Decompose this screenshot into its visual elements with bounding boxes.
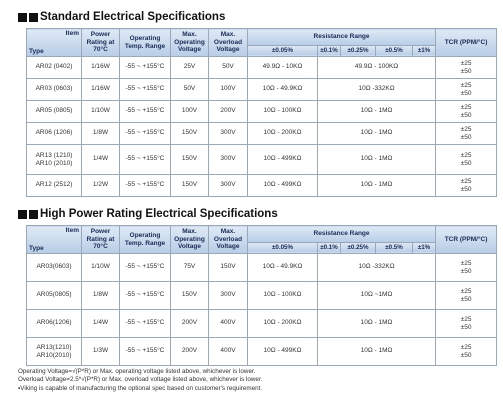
cell-tcr: ±25 ±50 — [436, 282, 497, 310]
header-tol-01: ±0.1% — [318, 45, 341, 56]
cell-power: 1/10W — [82, 101, 120, 123]
table-row — [27, 57, 497, 79]
standard-spec-table — [26, 28, 497, 197]
header-tcr: TCR (PPM/°C) — [436, 226, 497, 254]
square-bullet-icon — [18, 13, 27, 22]
table-row — [27, 123, 497, 145]
cell-res-005: 10Ω - 49.9KΩ — [248, 254, 318, 282]
cell-temp: -55 ~ +155°C — [120, 254, 171, 282]
header-power-rating: Power Rating at 70°C — [82, 226, 120, 254]
header-tol-005: ±0.05% — [248, 242, 318, 253]
header-max-overload: Max. Overload Voltage — [209, 226, 248, 254]
cell-type: AR13(1210) AR10(2010) — [27, 338, 82, 366]
cell-res-005: 10Ω - 200KΩ — [248, 310, 318, 338]
cell-res-other: 10Ω - 1MΩ — [318, 310, 436, 338]
cell-power: 1/16W — [82, 79, 120, 101]
cell-tcr: ±25 ±50 — [436, 254, 497, 282]
cell-type: AR13 (1210) AR10 (2010) — [27, 145, 82, 175]
cell-type: AR03 (0603) — [27, 79, 82, 101]
cell-temp: -55 ~ +155°C — [120, 145, 171, 175]
table-row — [27, 254, 497, 282]
cell-temp: -55 ~ +155°C — [120, 282, 171, 310]
cell-res-005: 49.9Ω - 10KΩ — [248, 57, 318, 79]
cell-max-op: 25V — [171, 57, 209, 79]
cell-res-005: 10Ω - 49.9KΩ — [248, 79, 318, 101]
cell-max-op: 200V — [171, 338, 209, 366]
cell-type: AR06 (1206) — [27, 123, 82, 145]
square-bullet-icon — [29, 13, 38, 22]
footnotes — [18, 368, 262, 393]
header-item-type: Item Type — [27, 226, 82, 254]
footnote-optional-spec: ▪Viking is capable of manufacturing the optional spec based on customer's requirement. — [18, 384, 263, 392]
cell-temp: -55 ~ +155°C — [120, 338, 171, 366]
cell-max-op: 50V — [171, 79, 209, 101]
cell-type: AR02 (0402) — [27, 57, 82, 79]
cell-res-other: 10Ω - 1MΩ — [318, 101, 436, 123]
cell-power: 1/2W — [82, 175, 120, 197]
cell-res-005: 10Ω - 200KΩ — [248, 123, 318, 145]
cell-type: AR05(0805) — [27, 282, 82, 310]
cell-max-ov: 150V — [209, 254, 248, 282]
cell-max-ov: 400V — [209, 338, 248, 366]
table-row — [27, 338, 497, 366]
cell-temp: -55 ~ +155°C — [120, 57, 171, 79]
cell-res-other: 10Ω - 1MΩ — [318, 175, 436, 197]
cell-max-op: 200V — [171, 310, 209, 338]
cell-max-op: 100V — [171, 101, 209, 123]
cell-temp: -55 ~ +155°C — [120, 101, 171, 123]
cell-tcr: ±25 ±50 — [436, 123, 497, 145]
header-temp-range: Operating Temp. Range — [120, 226, 171, 254]
table-row — [27, 175, 497, 197]
header-item-type: Item Type — [27, 29, 82, 57]
cell-res-other: 10Ω - 1MΩ — [318, 338, 436, 366]
header-tol-1: ±1% — [413, 242, 436, 253]
cell-res-005: 10Ω - 499KΩ — [248, 338, 318, 366]
cell-max-ov: 200V — [209, 101, 248, 123]
header-tol-025: ±0.25% — [341, 45, 376, 56]
header-power-rating: Power Rating at 70°C — [82, 29, 120, 57]
header-tcr: TCR (PPM/°C) — [436, 29, 497, 57]
cell-tcr: ±25 ±50 — [436, 175, 497, 197]
header-max-operating: Max. Operating Voltage — [171, 29, 209, 57]
cell-res-other: 10Ω ~1MΩ — [318, 282, 436, 310]
cell-type: AR05 (0805) — [27, 101, 82, 123]
table-row — [27, 310, 497, 338]
cell-temp: -55 ~ +155°C — [120, 175, 171, 197]
cell-power: 1/3W — [82, 338, 120, 366]
square-bullet-icon — [29, 210, 38, 219]
header-resistance-range: Resistance Range — [248, 226, 436, 243]
table-row — [27, 79, 497, 101]
cell-max-ov: 100V — [209, 79, 248, 101]
header-max-overload: Max. Overload Voltage — [209, 29, 248, 57]
cell-res-other: 10Ω -332KΩ — [318, 254, 436, 282]
cell-type: AR03(0603) — [27, 254, 82, 282]
cell-res-005: 10Ω - 100KΩ — [248, 101, 318, 123]
square-bullet-icon — [18, 210, 27, 219]
cell-tcr: ±25 ±50 — [436, 145, 497, 175]
footnote-overload-voltage: Overload Voltage=2.5*√(P*R) or Max. overload voltage listed above, whichever is lower. — [18, 376, 263, 384]
high-power-spec-table — [26, 225, 497, 366]
footnote-operating-voltage: Operating Voltage=√(P*R) or Max. operating voltage listed above, whichever is lower. — [18, 368, 256, 375]
table-row — [27, 101, 497, 123]
cell-power: 1/4W — [82, 310, 120, 338]
section-title-high-power — [18, 208, 278, 220]
header-max-operating: Max. Operating Voltage — [171, 226, 209, 254]
cell-res-other: 49.9Ω - 100KΩ — [318, 57, 436, 79]
cell-max-ov: 50V — [209, 57, 248, 79]
cell-res-other: 10Ω - 1MΩ — [318, 123, 436, 145]
cell-power: 1/4W — [82, 145, 120, 175]
cell-power: 1/10W — [82, 254, 120, 282]
cell-res-005: 10Ω - 499KΩ — [248, 145, 318, 175]
cell-power: 1/16W — [82, 57, 120, 79]
cell-res-other: 10Ω - 1MΩ — [318, 145, 436, 175]
cell-tcr: ±25 ±50 — [436, 101, 497, 123]
cell-type: AR12 (2512) — [27, 175, 82, 197]
cell-res-other: 10Ω -332KΩ — [318, 79, 436, 101]
header-temp-range: Operating Temp. Range — [120, 29, 171, 57]
cell-max-op: 150V — [171, 175, 209, 197]
cell-max-ov: 300V — [209, 175, 248, 197]
cell-max-ov: 300V — [209, 282, 248, 310]
table-row — [27, 282, 497, 310]
header-tol-01: ±0.1% — [318, 242, 341, 253]
cell-max-op: 75V — [171, 254, 209, 282]
header-tol-1: ±1% — [413, 45, 436, 56]
header-tol-05: ±0.5% — [376, 242, 413, 253]
section-title-standard — [18, 11, 225, 23]
cell-max-ov: 400V — [209, 310, 248, 338]
cell-tcr: ±25 ±50 — [436, 57, 497, 79]
header-tol-005: ±0.05% — [248, 45, 318, 56]
cell-max-op: 150V — [171, 145, 209, 175]
cell-max-ov: 300V — [209, 145, 248, 175]
section-title-text: High Power Rating Electrical Specifications — [40, 208, 278, 220]
table-row — [27, 145, 497, 175]
cell-temp: -55 ~ +155°C — [120, 123, 171, 145]
header-tol-05: ±0.5% — [376, 45, 413, 56]
header-tol-025: ±0.25% — [341, 242, 376, 253]
cell-tcr: ±25 ±50 — [436, 338, 497, 366]
section-title-text: Standard Electrical Specifications — [40, 11, 226, 23]
cell-max-op: 150V — [171, 282, 209, 310]
cell-power: 1/8W — [82, 282, 120, 310]
cell-max-op: 150V — [171, 123, 209, 145]
cell-tcr: ±25 ±50 — [436, 310, 497, 338]
cell-temp: -55 ~ +155°C — [120, 310, 171, 338]
header-resistance-range: Resistance Range — [248, 29, 436, 46]
cell-res-005: 10Ω - 100KΩ — [248, 282, 318, 310]
cell-power: 1/8W — [82, 123, 120, 145]
cell-tcr: ±25 ±50 — [436, 79, 497, 101]
cell-max-ov: 300V — [209, 123, 248, 145]
cell-res-005: 10Ω - 499KΩ — [248, 175, 318, 197]
cell-type: AR06(1206) — [27, 310, 82, 338]
cell-temp: -55 ~ +155°C — [120, 79, 171, 101]
